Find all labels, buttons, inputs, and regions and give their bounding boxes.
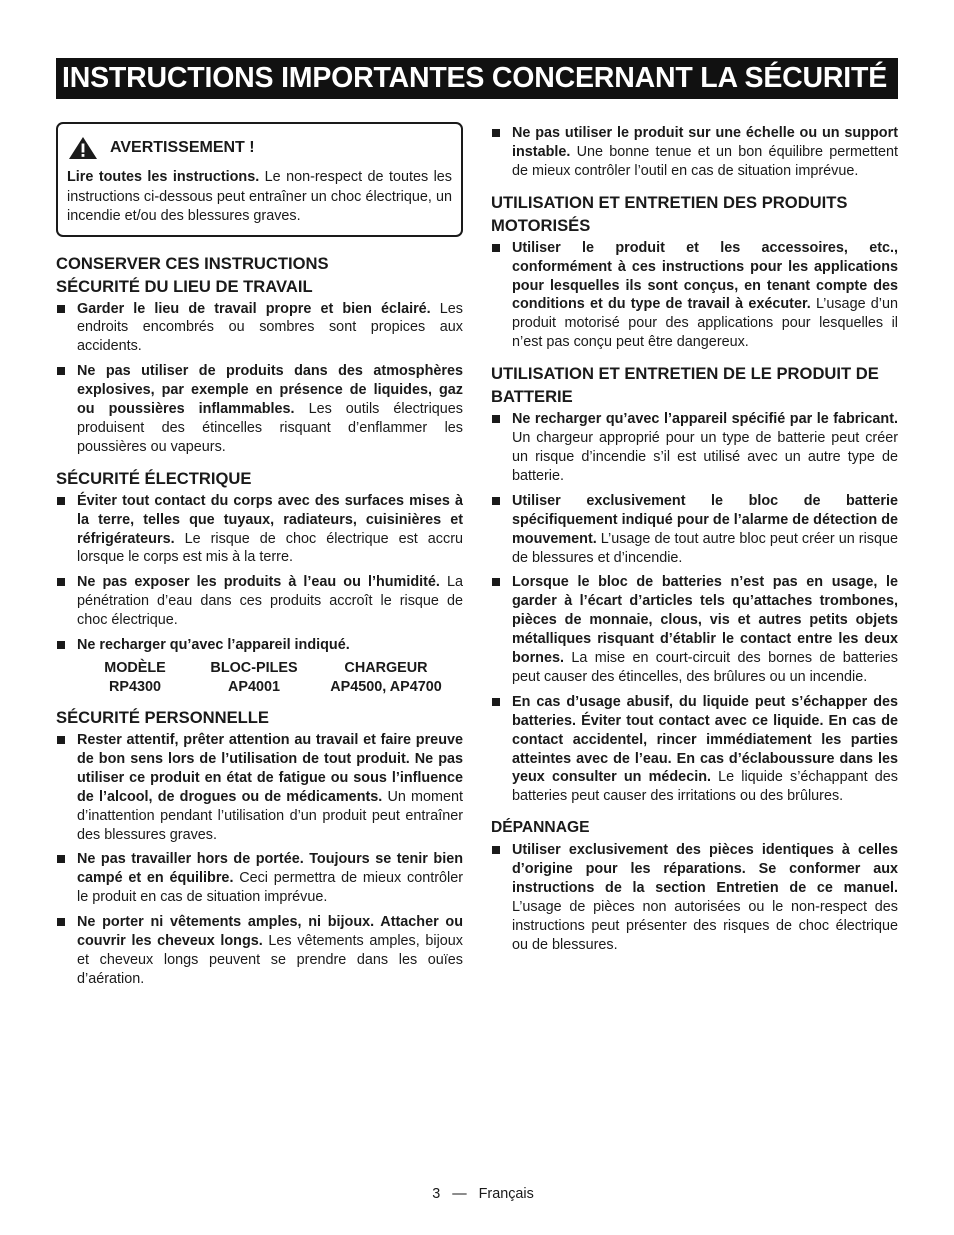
list-item bbox=[491, 410, 898, 486]
service-heading: DÉPANNAGE bbox=[491, 819, 590, 837]
square-bullet-icon bbox=[57, 497, 65, 505]
list-item-text: L’usage d’un produit motorisé pour des applications pour lesquelles il n’est pas conçu peut être dangereux. bbox=[512, 296, 898, 351]
square-bullet-icon bbox=[492, 846, 500, 854]
square-bullet-icon bbox=[57, 305, 65, 313]
spec-value-charger: AP4500, AP4700 bbox=[330, 678, 442, 695]
list-item bbox=[56, 362, 463, 457]
list-item-text: L’usage de tout autre bloc peut créer un risque de blessures et d’incendie. bbox=[512, 530, 898, 566]
list-item-text: La pénétration d’eau dans ces produits accroît le risque de choc électrique. bbox=[77, 574, 463, 629]
warning-plain-text: Le non-respect de toutes les instructions ci-dessous peut entraîner un choc électrique, un incendie et/ou des blessures graves. bbox=[67, 169, 452, 224]
list-item bbox=[56, 850, 463, 907]
list-item-bold: Lorsque le bloc de batteries n’est pas en usage, le garder à l’écart d’articles tels qu’attaches trombones, pièces de monnaie, clous, vis et autres petits objets métalliques risquant d’établir le contact entre les deux bornes. bbox=[512, 574, 898, 667]
page-footer bbox=[0, 1186, 954, 1202]
square-bullet-icon bbox=[492, 415, 500, 423]
spec-header-battery: BLOC-PILES bbox=[210, 660, 298, 676]
square-bullet-icon bbox=[57, 578, 65, 586]
square-bullet-icon bbox=[492, 129, 500, 137]
list-item-text: Un chargeur approprié pour un type de batterie peut créer un risque d’incendie s’il est utilisé avec un autre type de batterie. bbox=[512, 430, 898, 484]
list-item-text: Ceci permettra de mieux contrôler le produit en cas de situation imprévue. bbox=[77, 870, 463, 906]
square-bullet-icon bbox=[57, 367, 65, 375]
conserve-heading: CONSERVER CES INSTRUCTIONS bbox=[56, 253, 329, 273]
footer-dash: — bbox=[452, 1186, 467, 1202]
battery-list bbox=[491, 410, 898, 806]
top-list bbox=[491, 124, 898, 181]
list-item-bold: Ne recharger qu’avec l’appareil spécifié par le fabricant. bbox=[512, 411, 898, 428]
list-item-bold: En cas d’usage abusif, du liquide peut s’échapper des batteries. Éviter tout contact avec ce liquide. En cas de contact accidentel, rincer immédiatement les parties atteintes avec de l’eau. En cas d’éclaboussure dans les yeux consulter un médecin. bbox=[512, 693, 898, 786]
list-item-bold: Utiliser exclusivement des pièces identiques à celles d’origine pour les réparations. Se conformer aux instructions de la section Entretien de ce manuel. bbox=[512, 842, 898, 897]
list-item bbox=[56, 492, 463, 568]
worksite-list bbox=[56, 300, 463, 457]
warning-title: AVERTISSEMENT ! bbox=[110, 139, 255, 156]
list-item-bold: Ne pas exposer les produits à l’eau ou l’humidité. bbox=[77, 574, 440, 591]
list-item-bold: Ne porter ni vêtements amples, ni bijoux. Attacher ou couvrir les cheveux longs. bbox=[77, 914, 463, 950]
list-item bbox=[491, 492, 898, 568]
square-bullet-icon bbox=[57, 918, 65, 926]
list-item-bold: Ne pas utiliser de produits dans des atmosphères explosives, par exemple en présence de liquides, gaz ou poussières inflammables. bbox=[77, 363, 463, 418]
list-item bbox=[56, 573, 463, 630]
list-item bbox=[56, 913, 463, 989]
square-bullet-icon bbox=[492, 497, 500, 505]
page-number: 3 bbox=[432, 1186, 441, 1202]
warning-text bbox=[67, 168, 452, 227]
personal-heading: SÉCURITÉ PERSONNELLE bbox=[56, 708, 269, 727]
powered-heading: UTILISATION ET ENTRETIEN DES PRODUITS MOTORISÉS bbox=[491, 192, 848, 235]
list-item-text: La mise en court-circuit des bornes de batteries peut causer des étincelles, des brûlures ou un incendie. bbox=[512, 650, 898, 685]
list-item-bold: Rester attentif, prêter attention au travail et faire preuve de bon sens lors de l’utilisation de tout produit. Ne pas utiliser ce produit en état de fatigue ou sous l’influence de l’alcool, de drogues ou de médicaments. bbox=[77, 732, 463, 805]
square-bullet-icon bbox=[57, 855, 65, 863]
warning-box bbox=[56, 122, 463, 237]
square-bullet-icon bbox=[492, 244, 500, 252]
warning-bold-text: Lire toutes les instructions. bbox=[67, 169, 260, 185]
list-item bbox=[56, 731, 463, 844]
list-item-bold: Ne pas utiliser le produit sur une échelle ou un support instable. bbox=[512, 125, 898, 160]
list-item-bold: Utiliser le produit et les accessoires, etc., conformément à ces instructions pour les applications pour lesquelles ils sont conçus, en tenant compte des conditions et du type de travail à exécuter. bbox=[512, 239, 898, 313]
list-item bbox=[491, 693, 898, 806]
list-item-bold: Ne recharger qu’avec l’appareil indiqué. bbox=[77, 637, 350, 654]
list-item bbox=[56, 636, 463, 655]
list-item-text: Les vêtements amples, bijoux et cheveux longs peuvent se prendre dans les ouïes d’aération. bbox=[77, 933, 463, 987]
spec-value-model: RP4300 bbox=[108, 678, 161, 695]
list-item-bold: Ne pas travailler hors de portée. Toujours se tenir bien campé et en équilibre. bbox=[77, 851, 463, 887]
warning-triangle-icon bbox=[68, 136, 98, 160]
electric-heading: SÉCURITÉ ÉLECTRIQUE bbox=[56, 468, 252, 488]
list-item bbox=[491, 124, 898, 181]
footer-language: Français bbox=[478, 1186, 534, 1202]
battery-heading: UTILISATION ET ENTRETIEN DE LE PRODUIT DE BATTERIE bbox=[491, 364, 879, 407]
list-item bbox=[491, 573, 898, 686]
list-item bbox=[56, 300, 463, 357]
left-column bbox=[56, 122, 463, 995]
spec-table bbox=[88, 659, 463, 696]
personal-list bbox=[56, 731, 463, 989]
list-item-text: Le risque de choc électrique est accru lorsque le corps est mis à la terre. bbox=[77, 530, 463, 566]
spec-header-charger: CHARGEUR bbox=[344, 660, 428, 676]
electric-list bbox=[56, 492, 463, 655]
list-item-bold: Éviter tout contact du corps avec des surfaces mises à la terre, telles que tuyaux, radiateurs, cuisinières et réfrigérateurs. bbox=[77, 492, 463, 547]
spec-value-battery: AP4001 bbox=[227, 678, 280, 695]
list-item bbox=[491, 239, 898, 352]
square-bullet-icon bbox=[57, 641, 65, 649]
list-item-text: Le liquide s’échappant des batteries peut causer des irritations ou des brûlures. bbox=[512, 769, 898, 805]
list-item bbox=[491, 841, 898, 954]
list-item-text: Les outils électriques produisent des étincelles risquant d’enflammer les poussières ou vapeurs. bbox=[77, 401, 463, 455]
list-item-bold: Garder le lieu de travail propre et bien éclairé. bbox=[77, 300, 431, 317]
list-item-text: Les endroits encombrés ou sombres sont propices aux accidents. bbox=[77, 300, 463, 355]
powered-list bbox=[491, 239, 898, 352]
spec-header-model: MODÈLE bbox=[104, 660, 166, 676]
list-item-bold: Utiliser exclusivement le bloc de batterie spécifiquement indiqué pour de l’alarme de détection de mouvement. bbox=[512, 492, 898, 547]
list-item-text: Une bonne tenue et un bon équilibre permettent de mieux contrôler l’outil en cas de situation imprévue. bbox=[512, 143, 898, 179]
warning-header bbox=[67, 136, 452, 160]
list-item-text: Un moment d’inattention pendant l’utilisation d’un produit peut entraîner des blessures graves. bbox=[77, 788, 463, 843]
square-bullet-icon bbox=[492, 578, 500, 586]
worksite-heading: SÉCURITÉ DU LIEU DE TRAVAIL bbox=[56, 276, 313, 296]
right-column bbox=[491, 122, 898, 961]
square-bullet-icon bbox=[57, 736, 65, 744]
list-item-text: L’usage de pièces non autorisées ou le non-respect des instructions peut présenter des risques de choc électrique ou de blessures. bbox=[512, 899, 898, 953]
page-title: INSTRUCTIONS IMPORTANTES CONCERNANT LA SÉCURITÉ bbox=[56, 58, 898, 99]
service-list bbox=[491, 841, 898, 954]
square-bullet-icon bbox=[492, 698, 500, 706]
